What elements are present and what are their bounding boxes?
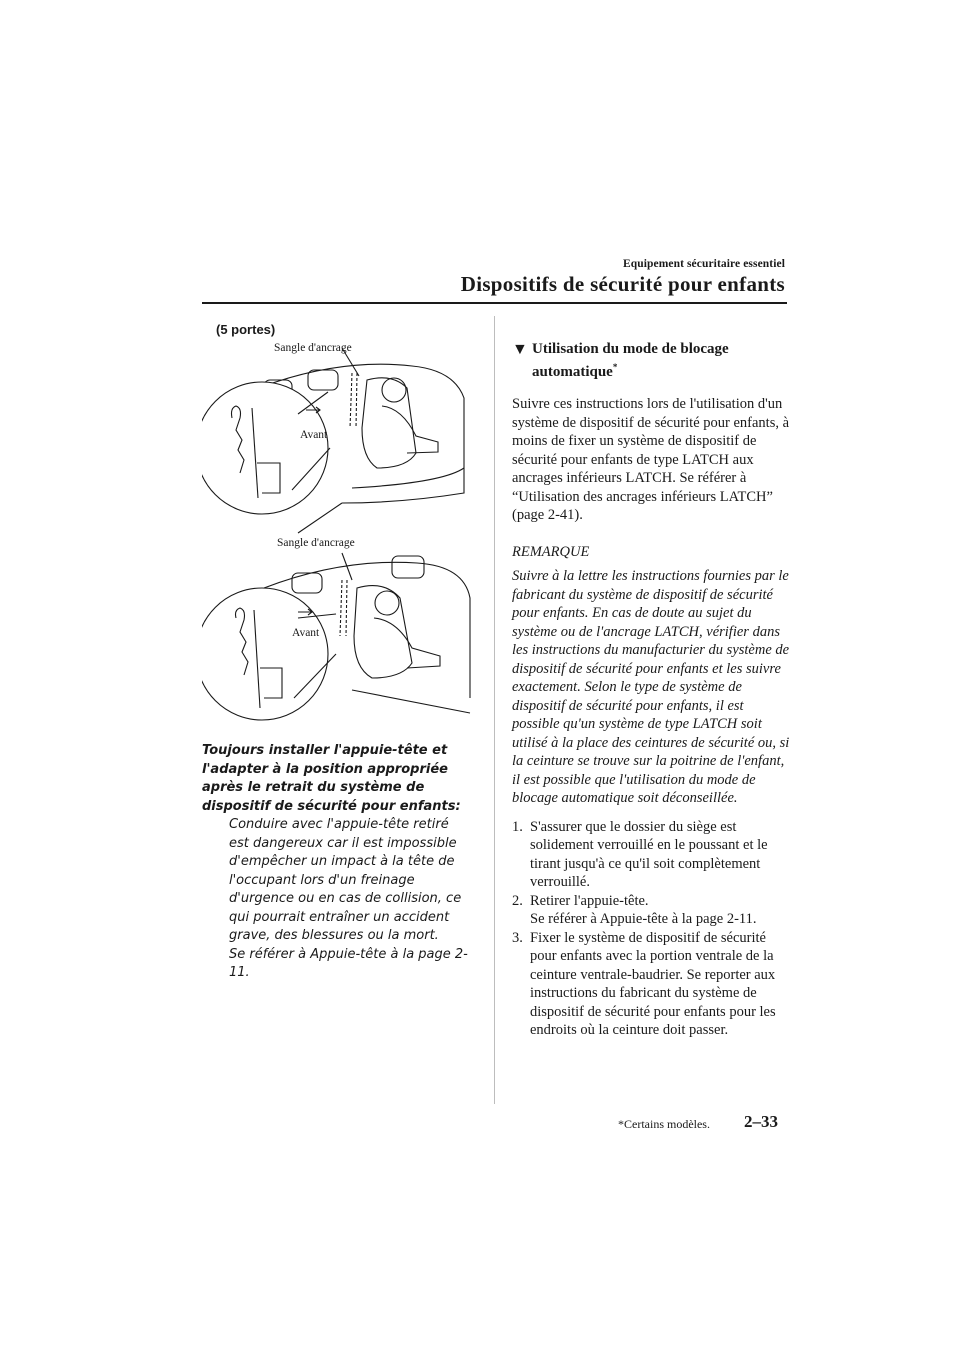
variant-label: (5 portes): [216, 322, 276, 337]
note-title: REMARQUE: [512, 543, 590, 560]
column-divider: [494, 316, 495, 1104]
child-head-top: [382, 378, 406, 402]
subsection-heading: [512, 340, 790, 381]
section-subtitle: Equipement sécuritaire essentiel: [622, 258, 785, 270]
section-title: Dispositifs de sécurité pour enfants: [460, 272, 785, 296]
steps-list: [512, 818, 790, 1040]
tether-strap-bottom: [340, 580, 347, 636]
seat-cushion-top: [298, 468, 464, 533]
tether-strap-top: [350, 373, 357, 428]
top-front-label: Avant: [300, 429, 328, 441]
footnote: *Certains modèles.: [618, 1117, 710, 1131]
warning-reference: Se référer à Appuie-tête à la page 2-11.: [229, 946, 468, 980]
step-number: 1.: [512, 818, 523, 835]
inset-circle-bottom: [202, 588, 328, 720]
warning-body: [229, 816, 472, 983]
bottom-front-label: Avant: [292, 627, 320, 639]
step-reference: Se référer à Appuie-tête à la page 2-11.: [530, 911, 757, 927]
warning-title: Toujours installer l'appuie-tête et l'adapter à la position appropriée après le retrait du système de dispositif de sécurité pour enfants:: [202, 743, 461, 814]
page-number: 2–33: [744, 1112, 778, 1131]
step-item: [512, 929, 790, 1040]
step-item: [512, 892, 790, 929]
footnote-mark: *: [612, 362, 618, 372]
header-rule: [202, 302, 787, 304]
step-item: [512, 818, 790, 892]
inset-circle-top: [202, 382, 328, 514]
tether-illustration-svg: [202, 318, 472, 723]
intro-paragraph: Suivre ces instructions lors de l'utilisation d'un système de dispositif de sécurité pour enfants, à moins de fixer un système de dispositif de sécurité pour enfants de type LATCH aux ancrages inférieurs LATCH. Se référer à “Utilisation des ancrages inférieurs LATCH” (page 2-41).: [512, 396, 790, 523]
right-column: [512, 340, 790, 1040]
child-body-bottom: [374, 618, 440, 668]
warning-text: Conduire avec l'appuie-tête retiré est dangereux car il est impossible d'empêcher un impact à la tête de l'occupant lors d'un freinage d'urgence ou en cas de collision, ce qui pourrait entraîner un accident grave, des blessures ou la mort.: [229, 817, 462, 943]
note-body: Suivre à la lettre les instructions fournies par le fabricant du système de dispositif de sécurité pour enfants. En cas de doute au sujet du système ou de l'ancrage LATCH, vérifier dans les instructions du manufacturier du système de dispositif de sécurité pour enfants et les suivre exactement. Selon le type de système de dispositif de sécurité pour enfants, il est possible qu'un système de type LATCH soit utilisé à la place des ceintures de sécurité ou, si la ceinture se trouve sur la poitrine de l'enfant, il est possible que l'utilisation du mode de blocage automatique soit déconseillée.: [512, 568, 790, 806]
seat-cushion-bottom: [352, 690, 470, 713]
headrest-left-bottom: [292, 573, 322, 593]
step-number: 2.: [512, 892, 523, 909]
subsection-heading-text: Utilisation du mode de blocage automatique: [532, 341, 729, 380]
step-text: S'assurer que le dossier du siège est solidement verrouillé en le poussant et le tirant jusqu'à ce qu'il soit complètement verrouillé.: [530, 818, 768, 890]
step-text: Retirer l'appuie-tête.: [530, 892, 649, 909]
child-seat-bottom: [354, 586, 412, 678]
top-tether-label: Sangle d'ancrage: [274, 342, 352, 354]
step-number: 3.: [512, 929, 523, 946]
tether-illustration: [202, 318, 472, 723]
warning-block: [202, 742, 472, 983]
child-head-bottom: [375, 591, 399, 615]
headrest-right-bottom: [392, 556, 424, 578]
step-text: Fixer le système de dispositif de sécurité pour enfants avec la portion ventrale de la ceinture ventrale-baudrier. Se reporter aux instructions du fabricant du système de dispositif de sécurité pour enfants pour les endroits où la ceinture doit passer.: [530, 929, 776, 1038]
bottom-tether-label: Sangle d'ancrage: [277, 537, 355, 549]
triangle-icon: ▼: [512, 341, 528, 358]
headrest-mid-top: [308, 370, 338, 390]
